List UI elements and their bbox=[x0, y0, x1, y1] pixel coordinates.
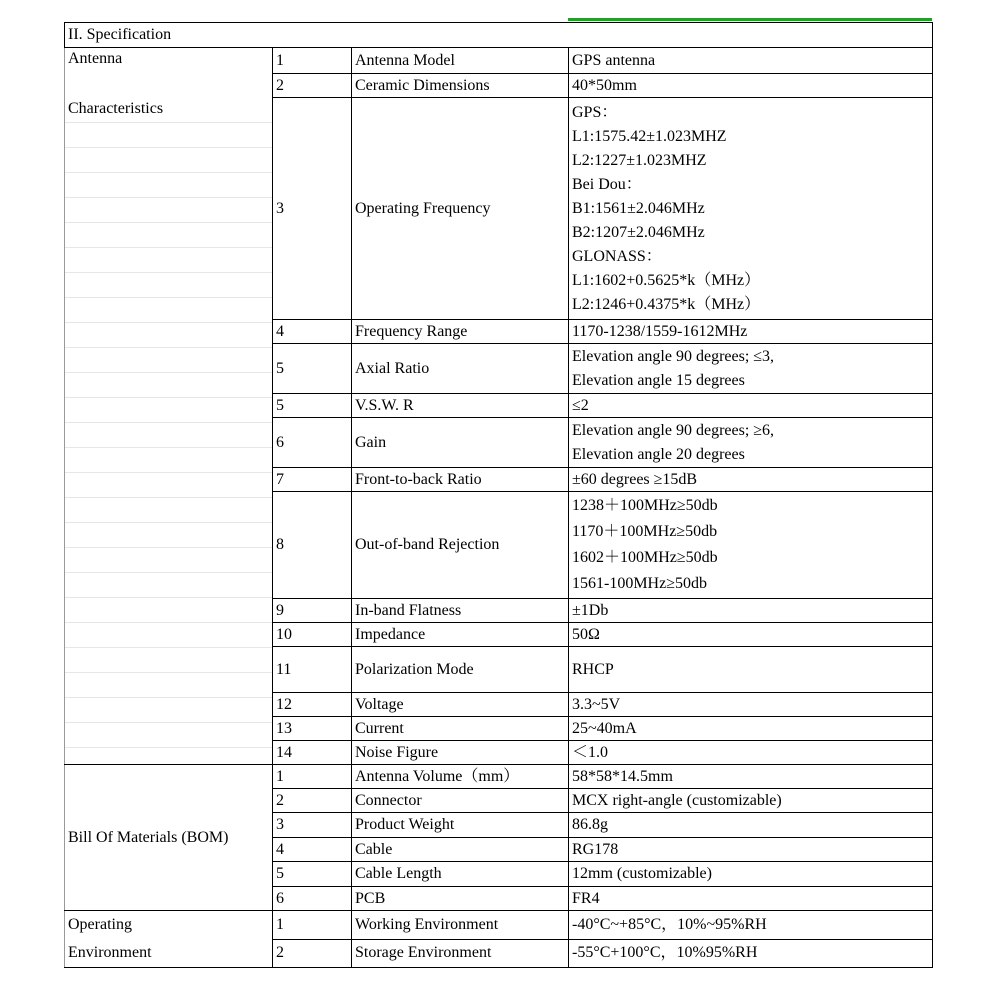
value-line: 3.3~5V bbox=[572, 695, 621, 713]
value-line: 12mm (customizable) bbox=[572, 865, 712, 882]
parameter-name: Gain bbox=[352, 418, 569, 468]
row-number: 8 bbox=[273, 492, 352, 599]
row-number: 10 bbox=[273, 623, 352, 647]
value-line: Elevation angle 90 degrees; ≤3, bbox=[572, 347, 775, 365]
value-line: ＜1.0 bbox=[572, 743, 609, 761]
row-number: 3 bbox=[273, 98, 352, 320]
value-line: 1602＋100MHz≥50db bbox=[572, 549, 718, 566]
parameter-value bbox=[569, 862, 933, 887]
parameter-value bbox=[569, 741, 933, 765]
row-number: 5 bbox=[273, 394, 352, 418]
value-line: 86.8g bbox=[572, 816, 608, 833]
value-line: 1170-1238/1559-1612MHz bbox=[572, 322, 748, 340]
specification-table bbox=[64, 22, 933, 968]
specification-sheet bbox=[64, 22, 932, 968]
category-antenna bbox=[65, 48, 273, 98]
title-row bbox=[65, 23, 933, 48]
parameter-value bbox=[569, 717, 933, 741]
parameter-name: Antenna Volume（mm） bbox=[352, 765, 569, 789]
parameter-name: Antenna Model bbox=[352, 48, 569, 74]
parameter-value bbox=[569, 468, 933, 492]
value-line: 25~40mA bbox=[572, 719, 637, 737]
row-number: 2 bbox=[273, 74, 352, 98]
value-line: 40*50mm bbox=[572, 76, 637, 94]
parameter-value bbox=[569, 813, 933, 838]
value-line: RG178 bbox=[572, 840, 619, 858]
parameter-name: Out-of-band Rejection bbox=[352, 492, 569, 599]
parameter-value bbox=[569, 789, 933, 813]
parameter-value bbox=[569, 939, 933, 968]
parameter-name: Cable Length bbox=[352, 862, 569, 887]
value-line: Elevation angle 90 degrees; ≥6, bbox=[572, 421, 775, 439]
value-line: Elevation angle 15 degrees bbox=[572, 371, 745, 389]
value-line: Elevation angle 20 degrees bbox=[572, 445, 745, 463]
value-line: L1:1575.42±1.023MHZ bbox=[572, 127, 727, 145]
parameter-value bbox=[569, 344, 933, 394]
parameter-name: Operating Frequency bbox=[352, 98, 569, 320]
parameter-value bbox=[569, 911, 933, 940]
category-label: Environment bbox=[68, 944, 152, 961]
parameter-name: Impedance bbox=[352, 623, 569, 647]
parameter-name: Cable bbox=[352, 838, 569, 862]
table-row bbox=[65, 911, 933, 940]
parameter-name: Storage Environment bbox=[352, 939, 569, 968]
value-line: B2:1207±2.046MHz bbox=[572, 223, 705, 241]
header-accent-line bbox=[568, 18, 932, 21]
parameter-name: Connector bbox=[352, 789, 569, 813]
row-number: 4 bbox=[273, 838, 352, 862]
parameter-name: PCB bbox=[352, 887, 569, 911]
value-line: GPS： bbox=[572, 103, 618, 121]
value-line: 58*58*14.5mm bbox=[572, 767, 673, 785]
parameter-name: Frequency Range bbox=[352, 320, 569, 344]
parameter-value bbox=[569, 394, 933, 418]
row-number: 1 bbox=[273, 911, 352, 940]
table-row bbox=[65, 98, 933, 320]
parameter-value bbox=[569, 647, 933, 693]
value-line: 1561-100MHz≥50db bbox=[572, 575, 707, 592]
row-number: 1 bbox=[273, 48, 352, 74]
value-line: 50Ω bbox=[572, 625, 600, 643]
value-line: 1238＋100MHz≥50db bbox=[572, 497, 718, 514]
row-number: 12 bbox=[273, 693, 352, 717]
parameter-name: Product Weight bbox=[352, 813, 569, 838]
category-label: Operating bbox=[68, 916, 132, 933]
category-operating-environment bbox=[65, 911, 273, 968]
parameter-name: V.S.W. R bbox=[352, 394, 569, 418]
row-number: 5 bbox=[273, 862, 352, 887]
category-bom bbox=[65, 765, 273, 911]
table-title: II. Specification bbox=[65, 23, 933, 48]
value-line: GLONASS： bbox=[572, 247, 662, 265]
value-line: Bei Dou： bbox=[572, 175, 642, 193]
row-number: 9 bbox=[273, 599, 352, 623]
value-line: L1:1602+0.5625*k（MHz） bbox=[572, 271, 761, 289]
parameter-value bbox=[569, 98, 933, 320]
parameter-value bbox=[569, 492, 933, 599]
category-label: Characteristics bbox=[68, 99, 164, 117]
parameter-value bbox=[569, 320, 933, 344]
parameter-name: Noise Figure bbox=[352, 741, 569, 765]
value-line: L2:1246+0.4375*k（MHz） bbox=[572, 295, 761, 313]
parameter-value bbox=[569, 623, 933, 647]
category-characteristics bbox=[65, 98, 273, 765]
parameter-value bbox=[569, 887, 933, 911]
parameter-name: Polarization Mode bbox=[352, 647, 569, 693]
row-number: 4 bbox=[273, 320, 352, 344]
value-line: -55°C+100°C，10%95%RH bbox=[572, 944, 758, 962]
parameter-name: Ceramic Dimensions bbox=[352, 74, 569, 98]
row-number: 7 bbox=[273, 468, 352, 492]
row-number: 5 bbox=[273, 344, 352, 394]
table-row bbox=[65, 48, 933, 74]
parameter-value bbox=[569, 48, 933, 74]
parameter-name: In-band Flatness bbox=[352, 599, 569, 623]
value-line: L2:1227±1.023MHZ bbox=[572, 151, 707, 169]
row-number: 6 bbox=[273, 887, 352, 911]
parameter-value bbox=[569, 74, 933, 98]
parameter-name: Front-to-back Ratio bbox=[352, 468, 569, 492]
value-line: GPS antenna bbox=[572, 51, 656, 69]
parameter-name: Working Environment bbox=[352, 911, 569, 940]
parameter-value bbox=[569, 765, 933, 789]
parameter-name: Current bbox=[352, 717, 569, 741]
value-line: ±60 degrees ≥15dB bbox=[572, 470, 698, 488]
value-line: 1170＋100MHz≥50db bbox=[572, 523, 718, 540]
value-line: -40°C~+85°C，10%~95%RH bbox=[572, 915, 767, 933]
category-label: Bill Of Materials (BOM) bbox=[68, 828, 229, 846]
row-number: 6 bbox=[273, 418, 352, 468]
value-line: ±1Db bbox=[572, 601, 609, 619]
parameter-name: Axial Ratio bbox=[352, 344, 569, 394]
parameter-value bbox=[569, 418, 933, 468]
row-number: 14 bbox=[273, 741, 352, 765]
row-number: 11 bbox=[273, 647, 352, 693]
value-line: RHCP bbox=[572, 660, 614, 678]
value-line: ≤2 bbox=[572, 396, 589, 414]
parameter-value bbox=[569, 693, 933, 717]
row-number: 3 bbox=[273, 813, 352, 838]
parameter-name: Voltage bbox=[352, 693, 569, 717]
table-row bbox=[65, 765, 933, 789]
category-label: Antenna bbox=[68, 50, 123, 67]
row-number: 13 bbox=[273, 717, 352, 741]
row-number: 2 bbox=[273, 789, 352, 813]
value-line: B1:1561±2.046MHz bbox=[572, 199, 705, 217]
value-line: FR4 bbox=[572, 889, 600, 907]
value-line: MCX right-angle (customizable) bbox=[572, 791, 782, 809]
row-number: 1 bbox=[273, 765, 352, 789]
parameter-value bbox=[569, 838, 933, 862]
parameter-value bbox=[569, 599, 933, 623]
row-number: 2 bbox=[273, 939, 352, 968]
